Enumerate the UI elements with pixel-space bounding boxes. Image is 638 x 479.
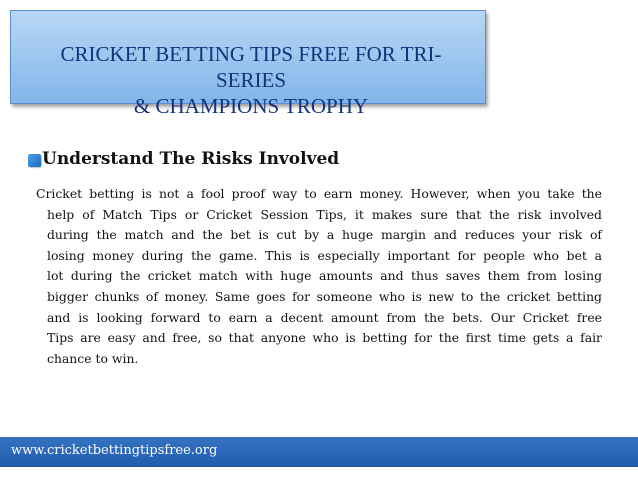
square-bullet-icon (28, 154, 41, 167)
body-line: help of Match Tips or Cricket Session Tips, it makes sure that the risk involved (47, 206, 602, 222)
body-line: chance to win. (47, 350, 139, 366)
footer-url-link[interactable]: www.cricketbettingtipsfree.org (11, 443, 218, 458)
section-heading: Understand The Risks Involved (42, 149, 340, 169)
title-line-1: CRICKET BETTING TIPS FREE FOR TRI-SERIES (60, 42, 442, 92)
page-title (29, 41, 473, 119)
title-banner (10, 10, 486, 118)
body-line: bigger chunks of money. Same goes for someone who is new to the cricket betting (47, 288, 602, 304)
body-line: losing money during the game. This is especially important for people who bet a (47, 247, 602, 263)
body-line: Tips are easy and free, so that anyone who is betting for the first time gets a fair (47, 330, 602, 346)
footer-bar (0, 437, 638, 467)
body-line: Cricket betting is not a fool proof way to earn money. However, when you take the (36, 186, 602, 201)
body-line: during the match and the bet is cut by a huge margin and reduces your risk of (47, 227, 602, 243)
title-line-2: & CHAMPIONS TROPHY (133, 94, 369, 118)
body-line: lot during the cricket match with huge amounts and thus saves them from losing (47, 268, 602, 284)
body-paragraph (36, 184, 602, 369)
body-line: and is looking forward to earn a decent amount from the bets. Our Cricket free (47, 309, 602, 325)
